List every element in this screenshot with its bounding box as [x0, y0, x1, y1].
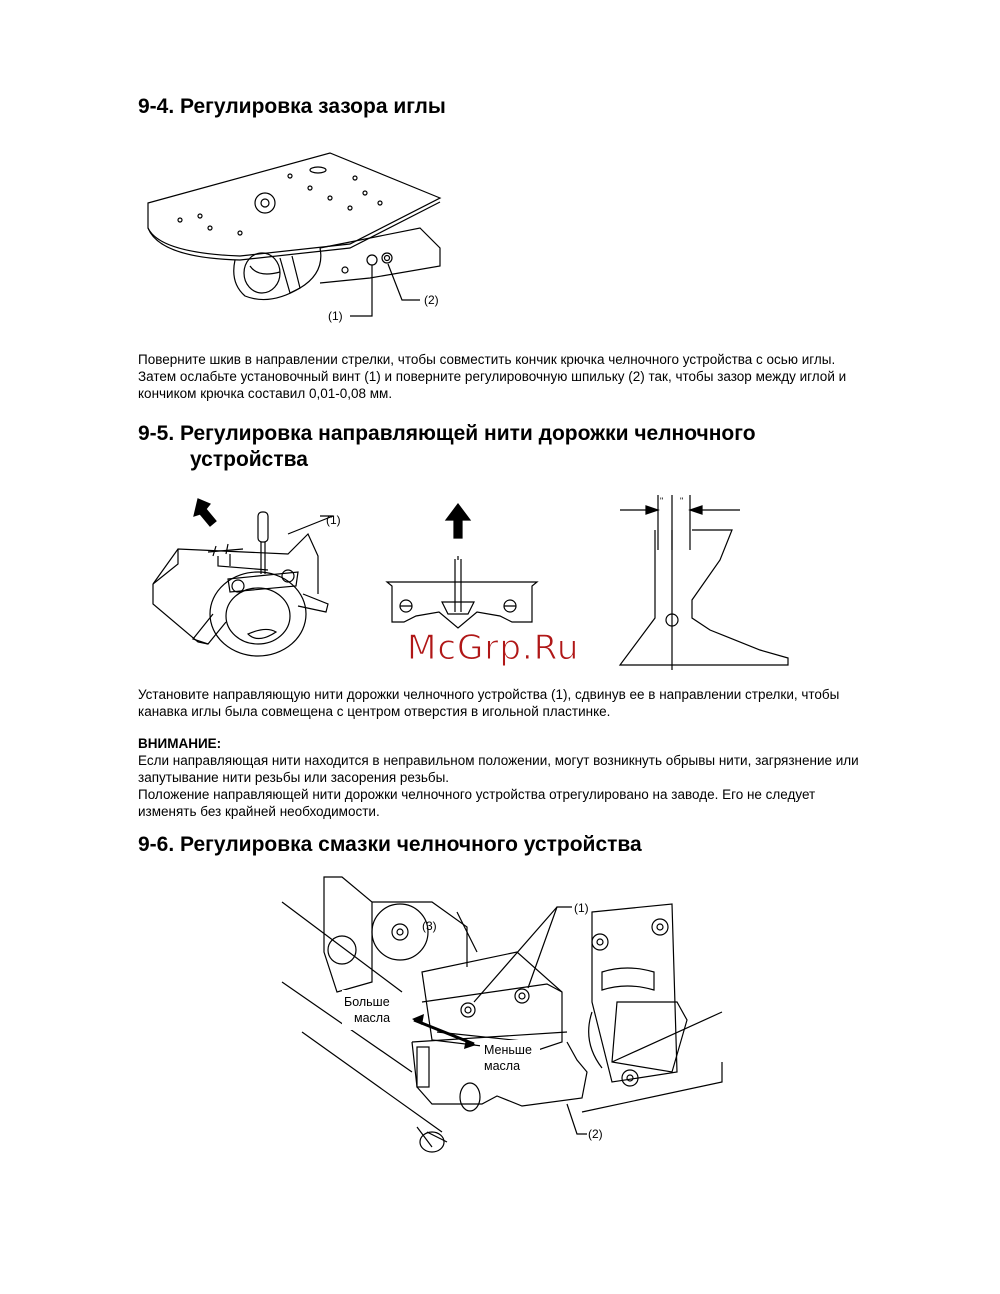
callout-3: (3) — [422, 919, 437, 933]
paragraph-line: кончиком крючка составил 0,01-0,08 мм. — [138, 386, 393, 401]
warning-line: запутывание нити резьбы или засорения резьбы. — [138, 770, 450, 785]
callout-1: (1) — [328, 309, 343, 323]
warning-line: Если направляющая нити находится в неправильном положении, могут возникнуть обрывы нити, загрязнение или — [138, 753, 859, 768]
figure-hook-lubrication — [282, 872, 732, 1162]
figure-plate-top-view — [382, 504, 542, 644]
less-oil-label-2: масла — [484, 1059, 521, 1073]
section-9-5-text — [138, 686, 839, 720]
less-oil-label: Меньше — [484, 1043, 532, 1057]
callout-1: (1) — [326, 513, 341, 527]
figure-gap-section — [610, 490, 800, 680]
warning-line: Положение направляющей нити дорожки челночного устройства отрегулировано на заводе. Его не следует — [138, 787, 816, 802]
paragraph-line: Затем ослабьте установочный винт (1) и поверните регулировочную шпильку (2) так, чтобы зазор между иглой и — [138, 369, 847, 384]
warning-line: изменять без крайней необходимости. — [138, 804, 380, 819]
more-oil-label-2: масла — [354, 1011, 391, 1025]
callout-1: (1) — [574, 901, 589, 915]
section-9-6-title: 9-6. Регулировка смазки челночного устройства — [138, 833, 642, 856]
watermark: McGrp.Ru — [407, 628, 580, 668]
svg-text:": " — [660, 496, 664, 506]
section-9-5-title: 9-5. Регулировка направляющей нити дорожки челночного — [138, 422, 756, 445]
figure-thread-guide — [148, 494, 348, 664]
more-oil-label: Больше — [344, 995, 390, 1009]
section-9-5-title-cont: устройства — [190, 448, 308, 471]
paragraph-line: Установите направляющую нити дорожки челночного устройства (1), сдвинув ее в направлении стрелки, чтобы — [138, 687, 840, 702]
svg-text:": " — [680, 496, 684, 506]
section-9-4-text — [138, 351, 846, 402]
warning-title: ВНИМАНИЕ: — [138, 736, 222, 751]
figure-needle-gap — [140, 148, 460, 328]
callout-2: (2) — [424, 293, 439, 307]
warning-block — [138, 735, 859, 820]
callout-2: (2) — [588, 1127, 603, 1141]
paragraph-line: Поверните шкив в направлении стрелки, чтобы совместить кончик крючка челночного устройства с осью иглы. — [138, 352, 836, 367]
paragraph-line: канавка иглы была совмещена с центром отверстия в игольной пластинке. — [138, 704, 611, 719]
section-9-4-title: 9-4. Регулировка зазора иглы — [138, 95, 446, 118]
